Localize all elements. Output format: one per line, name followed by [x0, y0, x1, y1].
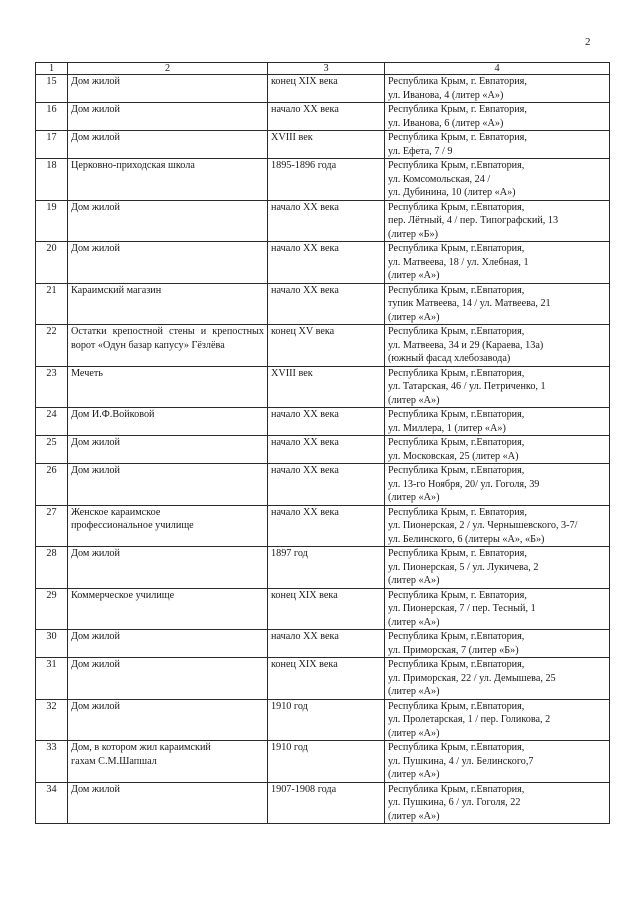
- address-cell: Республика Крым, г.Евпатория, пер. Лётный, 4 / пер. Типографский, 13 (литер «Б»): [385, 200, 610, 242]
- address-cell: Республика Крым, г.Евпатория, ул. Приморская, 22 / ул. Демышева, 25 (литер «А»): [385, 658, 610, 700]
- dating-cell: начало XX века: [268, 103, 385, 131]
- row-number-cell: 29: [36, 588, 68, 630]
- dating-cell: начало XX века: [268, 505, 385, 547]
- dating-cell: 1910 год: [268, 741, 385, 783]
- row-number-cell: 15: [36, 75, 68, 103]
- row-number-cell: 25: [36, 436, 68, 464]
- table-row: [36, 505, 610, 547]
- table-row: [36, 658, 610, 700]
- address-cell: Республика Крым, г.Евпатория, ул. Татарская, 46 / ул. Петриченко, 1 (литер «А»): [385, 366, 610, 408]
- table-row: [36, 547, 610, 589]
- table-row: [36, 103, 610, 131]
- object-name-cell: Остатки крепостной стены и крепостных ворот «Одун базар капусу» Гёзлёва: [68, 325, 268, 367]
- table-body: [36, 75, 610, 824]
- object-name-cell: Церковно-приходская школа: [68, 159, 268, 201]
- dating-cell: конец XV века: [268, 325, 385, 367]
- address-cell: Республика Крым, г.Евпатория, ул. Миллера, 1 (литер «А»): [385, 408, 610, 436]
- table-row: [36, 325, 610, 367]
- row-number-cell: 31: [36, 658, 68, 700]
- object-name-cell: Караимский магазин: [68, 283, 268, 325]
- address-cell: Республика Крым, г.Евпатория, ул. Московская, 25 (литер «А): [385, 436, 610, 464]
- dating-cell: конец XIX века: [268, 658, 385, 700]
- header-row: [36, 63, 610, 75]
- row-number-cell: 24: [36, 408, 68, 436]
- table-row: [36, 131, 610, 159]
- address-cell: Республика Крым, г. Евпатория, ул. Пионерская, 5 / ул. Лукичева, 2 (литер «А»): [385, 547, 610, 589]
- header-col-1: 1: [36, 63, 68, 75]
- address-cell: Республика Крым, г. Евпатория, ул. Пионерская, 7 / пер. Тесный, 1 (литер «А»): [385, 588, 610, 630]
- object-name-cell: Дом жилой: [68, 658, 268, 700]
- address-cell: Республика Крым, г.Евпатория, ул. 13-го Ноября, 20/ ул. Гоголя, 39 (литер «А»): [385, 464, 610, 506]
- row-number-cell: 32: [36, 699, 68, 741]
- object-name-cell: Дом жилой: [68, 436, 268, 464]
- dating-cell: начало XX века: [268, 242, 385, 284]
- row-number-cell: 34: [36, 782, 68, 824]
- table-row: [36, 159, 610, 201]
- object-name-cell: Дом жилой: [68, 75, 268, 103]
- address-cell: Республика Крым, г.Евпатория, ул. Приморская, 7 (литер «Б»): [385, 630, 610, 658]
- object-name-cell: Женское караимское профессиональное училище: [68, 505, 268, 547]
- table-row: [36, 436, 610, 464]
- page-number: 2: [585, 36, 591, 48]
- row-number-cell: 16: [36, 103, 68, 131]
- dating-cell: 1910 год: [268, 699, 385, 741]
- row-number-cell: 19: [36, 200, 68, 242]
- table-row: [36, 464, 610, 506]
- row-number-cell: 28: [36, 547, 68, 589]
- object-name-cell: Коммерческое училище: [68, 588, 268, 630]
- header-col-2: 2: [68, 63, 268, 75]
- object-name-cell: Дом жилой: [68, 699, 268, 741]
- object-name-cell: Дом И.Ф.Войковой: [68, 408, 268, 436]
- object-name-cell: Мечеть: [68, 366, 268, 408]
- dating-cell: 1907-1908 года: [268, 782, 385, 824]
- row-number-cell: 21: [36, 283, 68, 325]
- header-col-4: 4: [385, 63, 610, 75]
- row-number-cell: 23: [36, 366, 68, 408]
- header-col-3: 3: [268, 63, 385, 75]
- address-cell: Республика Крым, г. Евпатория, ул. Иванова, 6 (литер «А»): [385, 103, 610, 131]
- object-name-cell: Дом жилой: [68, 630, 268, 658]
- object-name-cell: Дом жилой: [68, 242, 268, 284]
- heritage-registry-table: [35, 62, 610, 824]
- dating-cell: 1897 год: [268, 547, 385, 589]
- table-row: [36, 408, 610, 436]
- object-name-cell: Дом жилой: [68, 103, 268, 131]
- address-cell: Республика Крым, г.Евпатория, ул. Матвеева, 34 и 29 (Караева, 13а) (южный фасад хлебозавода): [385, 325, 610, 367]
- address-cell: Республика Крым, г.Евпатория, ул. Комсомольская, 24 / ул. Дубинина, 10 (литер «А»): [385, 159, 610, 201]
- object-name-cell: Дом жилой: [68, 464, 268, 506]
- row-number-cell: 26: [36, 464, 68, 506]
- dating-cell: 1895-1896 года: [268, 159, 385, 201]
- row-number-cell: 17: [36, 131, 68, 159]
- table-row: [36, 200, 610, 242]
- object-name-cell: Дом жилой: [68, 782, 268, 824]
- object-name-cell: Дом, в котором жил караимский гахам С.М.Шапшал: [68, 741, 268, 783]
- address-cell: Республика Крым, г. Евпатория, ул. Пионерская, 2 / ул. Чернышевского, 3-7/ ул. Белинского, 6 (литеры «А», «Б»): [385, 505, 610, 547]
- dating-cell: начало XX века: [268, 283, 385, 325]
- table-row: [36, 242, 610, 284]
- table-row: [36, 782, 610, 824]
- address-cell: Республика Крым, г.Евпатория, ул. Пушкина, 4 / ул. Белинского,7 (литер «А»): [385, 741, 610, 783]
- row-number-cell: 30: [36, 630, 68, 658]
- dating-cell: начало XX века: [268, 408, 385, 436]
- dating-cell: начало XX века: [268, 200, 385, 242]
- address-cell: Республика Крым, г.Евпатория, ул. Матвеева, 18 / ул. Хлебная, 1 (литер «А»): [385, 242, 610, 284]
- address-cell: Республика Крым, г. Евпатория, ул. Ефета, 7 / 9: [385, 131, 610, 159]
- address-cell: Республика Крым, г.Евпатория, тупик Матвеева, 14 / ул. Матвеева, 21 (литер «А»): [385, 283, 610, 325]
- dating-cell: конец XIX века: [268, 75, 385, 103]
- dating-cell: XVIII век: [268, 366, 385, 408]
- dating-cell: начало XX века: [268, 464, 385, 506]
- object-name-cell: Дом жилой: [68, 200, 268, 242]
- address-cell: Республика Крым, г. Евпатория, ул. Иванова, 4 (литер «А»): [385, 75, 610, 103]
- table-row: [36, 699, 610, 741]
- table-row: [36, 741, 610, 783]
- address-cell: Республика Крым, г.Евпатория, ул. Пушкина, 6 / ул. Гоголя, 22 (литер «А»): [385, 782, 610, 824]
- table-row: [36, 75, 610, 103]
- dating-cell: XVIII век: [268, 131, 385, 159]
- row-number-cell: 27: [36, 505, 68, 547]
- table-row: [36, 630, 610, 658]
- table-row: [36, 283, 610, 325]
- table-row: [36, 588, 610, 630]
- table-row: [36, 366, 610, 408]
- address-cell: Республика Крым, г.Евпатория, ул. Пролетарская, 1 / пер. Голикова, 2 (литер «А»): [385, 699, 610, 741]
- table-header: [36, 63, 610, 75]
- row-number-cell: 20: [36, 242, 68, 284]
- row-number-cell: 18: [36, 159, 68, 201]
- object-name-cell: Дом жилой: [68, 547, 268, 589]
- dating-cell: конец XIX века: [268, 588, 385, 630]
- dating-cell: начало XX века: [268, 436, 385, 464]
- dating-cell: начало XX века: [268, 630, 385, 658]
- object-name-cell: Дом жилой: [68, 131, 268, 159]
- row-number-cell: 33: [36, 741, 68, 783]
- row-number-cell: 22: [36, 325, 68, 367]
